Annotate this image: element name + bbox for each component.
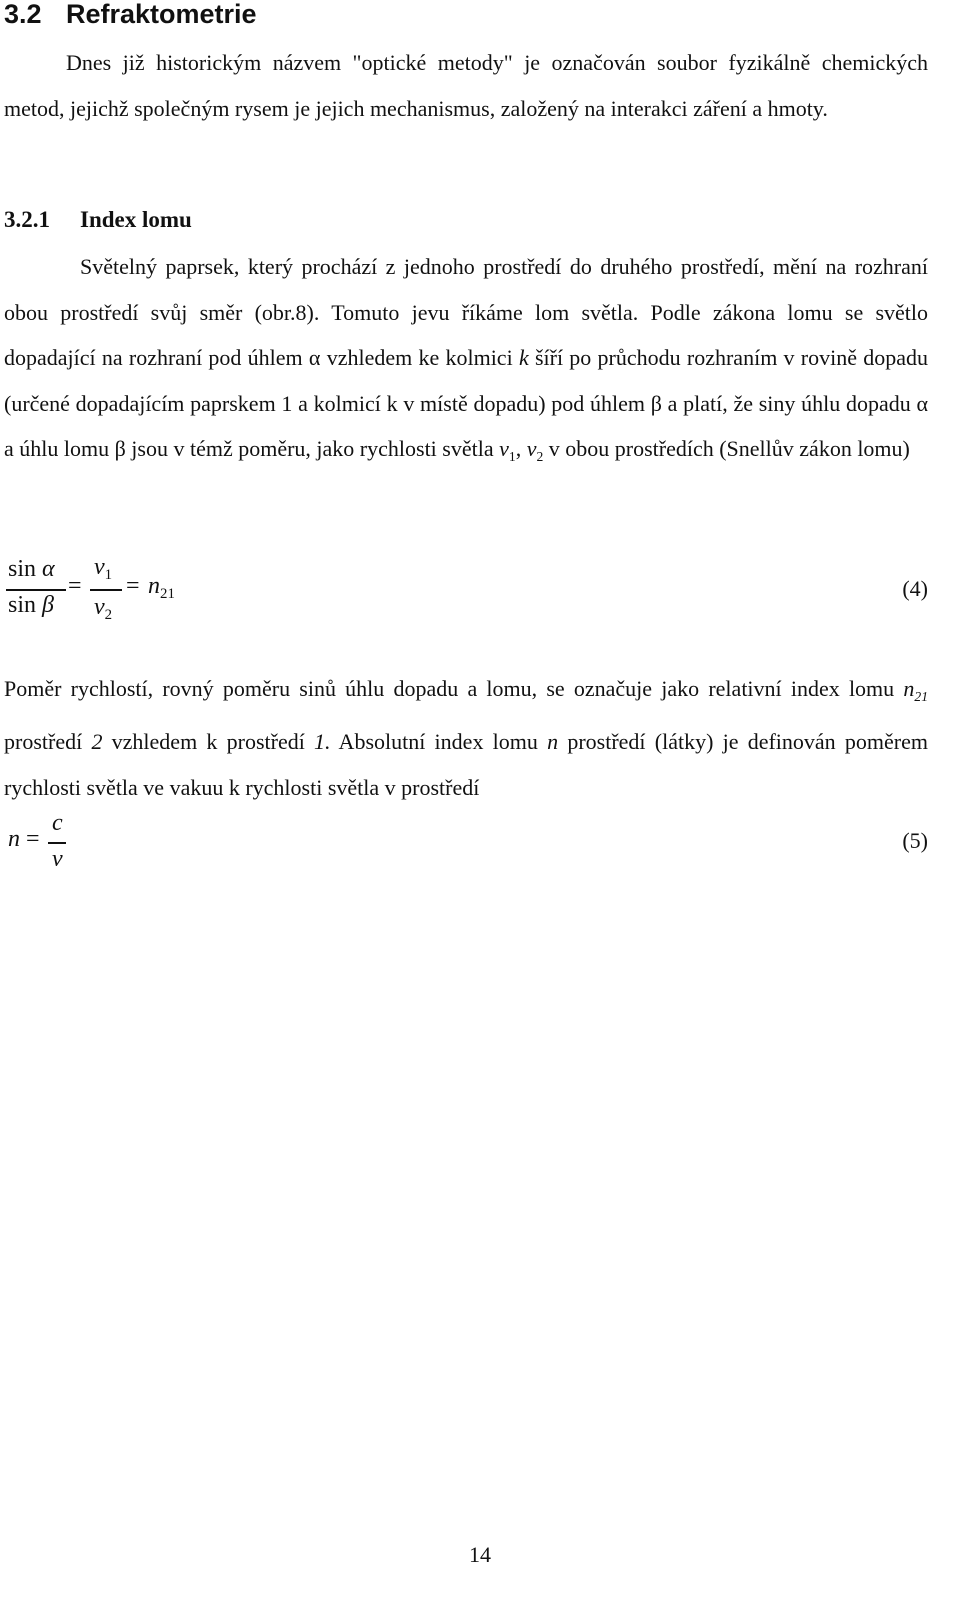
section-heading	[4, 0, 257, 34]
normal-symbol-k: k	[518, 345, 529, 371]
eq4-v1	[94, 554, 112, 584]
v-symbol: v	[94, 594, 105, 620]
n-symbol: n	[8, 826, 20, 852]
sin-label: sin	[8, 556, 37, 582]
eq4-equals-2: =	[126, 573, 140, 599]
eq4-fraction-bar-1	[6, 589, 66, 591]
absolute-n-symbol: n	[547, 729, 559, 755]
v-subscript-2: 2	[104, 607, 113, 624]
medium-2: 2	[91, 729, 103, 755]
n-symbol: n	[903, 676, 915, 701]
eq4-n21	[148, 573, 175, 603]
alpha-symbol: α	[42, 556, 55, 582]
eq5-fraction-bar	[48, 842, 66, 844]
v-symbol: v	[52, 846, 63, 872]
comma: ,	[515, 436, 527, 462]
refraction-text-3: v obou prostředích (Snellův zákon lomu)	[543, 436, 910, 462]
v-symbol: v	[94, 554, 105, 580]
eq4-fraction-bar-2	[90, 589, 122, 591]
section-title: Refraktometrie	[66, 0, 257, 29]
refraction-text-1: Světelný paprsek, který prochází z jednoho prostředí do druhého prostředí, mění na rozhraní obou prostředí svůj směr (obr.8). Tomuto jevu říkáme lom světla. Podle zákona lomu se světlo dopadající na rozhraní pod úhlem α vzhledem ke kolmici	[4, 254, 928, 371]
relative-text-5: prostředí (látky) je definován poměrem rychlosti světla ve vakuu k rychlosti světla v prostředí	[4, 729, 928, 800]
refraction-paragraph	[4, 244, 928, 480]
relative-text-1: Poměr rychlostí, rovný poměru sinů úhlu dopadu a lomu, se označuje jako relativní index lomu	[4, 676, 904, 701]
eq5-v	[52, 846, 63, 873]
relative-text-2: prostředí	[4, 729, 92, 755]
medium-1: 1.	[314, 729, 331, 755]
v-subscript-1: 1	[104, 567, 113, 584]
n-subscript: 21	[160, 586, 175, 603]
n-symbol: n	[148, 573, 160, 599]
eq5-c	[52, 810, 63, 837]
beta-symbol: β	[42, 592, 54, 618]
equation-5-label: (5)	[902, 828, 928, 853]
relative-text-4: Absolutní index lomu	[330, 729, 548, 755]
n-subscript: 21	[914, 688, 928, 704]
relative-text-3: vzhledem k prostředí	[102, 729, 315, 755]
intro-text: Dnes již historickým názvem "optické metody" je označován soubor fyzikálně chemických metod, jejichž společným rysem je jejich mechanismus, založený na interakci záření a hmoty.	[4, 50, 928, 121]
eq5-n	[8, 826, 20, 853]
page-number: 14	[469, 1542, 491, 1567]
subsection-number: 3.2.1	[4, 207, 50, 232]
sin-label: sin	[8, 592, 37, 618]
intro-paragraph	[4, 40, 928, 131]
velocity-v2: v	[526, 436, 537, 462]
eq4-sin-beta	[8, 592, 54, 619]
c-symbol: c	[52, 810, 63, 836]
velocity-v1-sub: 1	[508, 449, 516, 465]
velocity-v2-sub: 2	[536, 449, 544, 465]
eq4-sin-alpha	[8, 556, 55, 583]
eq4-v2	[94, 594, 112, 624]
relative-index-paragraph	[4, 666, 928, 811]
subsection-title: Index lomu	[80, 207, 192, 232]
equation-4-label: (4)	[902, 576, 928, 601]
eq4-equals-1: =	[68, 573, 82, 599]
section-number: 3.2	[4, 0, 42, 29]
eq5-equals: =	[26, 826, 40, 852]
velocity-v1: v	[499, 436, 509, 462]
subsection-heading	[4, 200, 192, 240]
refraction-text-2: šíří po průchodu rozhraním v rovině dopadu (určené dopadajícím paprskem 1 a kolmicí k v místě dopadu) pod úhlem β a platí, že siny úhlu dopadu α a úhlu lomu β jsou v témž poměru, jako rychlosti světla	[4, 345, 929, 462]
